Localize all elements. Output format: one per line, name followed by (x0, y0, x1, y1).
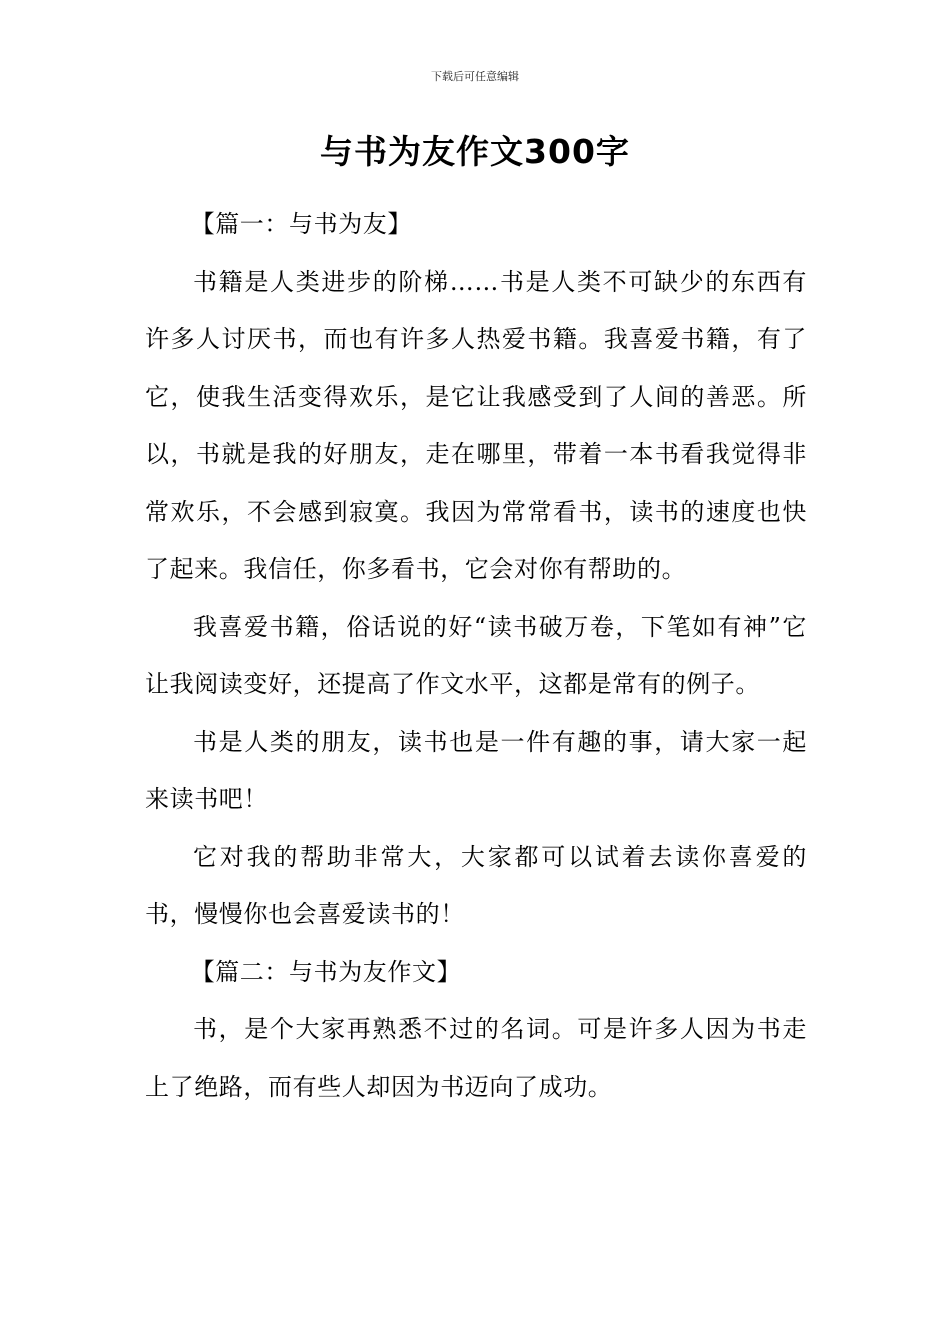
paragraph: 书，是个大家再熟悉不过的名词。可是许多人因为书走上了绝路，而有些人却因为书迈向了成功。 (145, 1015, 807, 1101)
paragraph: 它对我的帮助非常大，大家都可以试着去读你喜爱的书，慢慢你也会喜爱读书的！ (145, 842, 807, 928)
section-heading-2: 【篇二：与书为友作文】 (190, 957, 462, 986)
section-heading-1: 【篇一：与书为友】 (190, 210, 412, 238)
paragraph: 书籍是人类进步的阶梯……书是人类不可缺少的东西有许多人讨厌书，而也有许多人热爱书籍。我喜爱书籍，有了它，使我生活变得欢乐，是它让我感受到了人间的善恶。所以，书就是我的好朋友，走在哪里，带着一本书看我觉得非常欢乐，不会感到寂寞。我因为常常看书，读书的速度也快了起来。我信任，你多看书，它会对你有帮助的。 (145, 267, 807, 583)
paragraph: 书是人类的朋友，读书也是一件有趣的事，请大家一起来读书吧！ (145, 727, 807, 813)
document-title: 与书为友作文300字 (320, 132, 630, 171)
document-body (145, 196, 807, 1116)
paragraph: 我喜爱书籍，俗话说的好“读书破万卷，下笔如有神”它让我阅读变好，还提高了作文水平，这都是常有的例子。 (145, 612, 807, 698)
header-note: 下载后可任意编辑 (431, 70, 519, 83)
